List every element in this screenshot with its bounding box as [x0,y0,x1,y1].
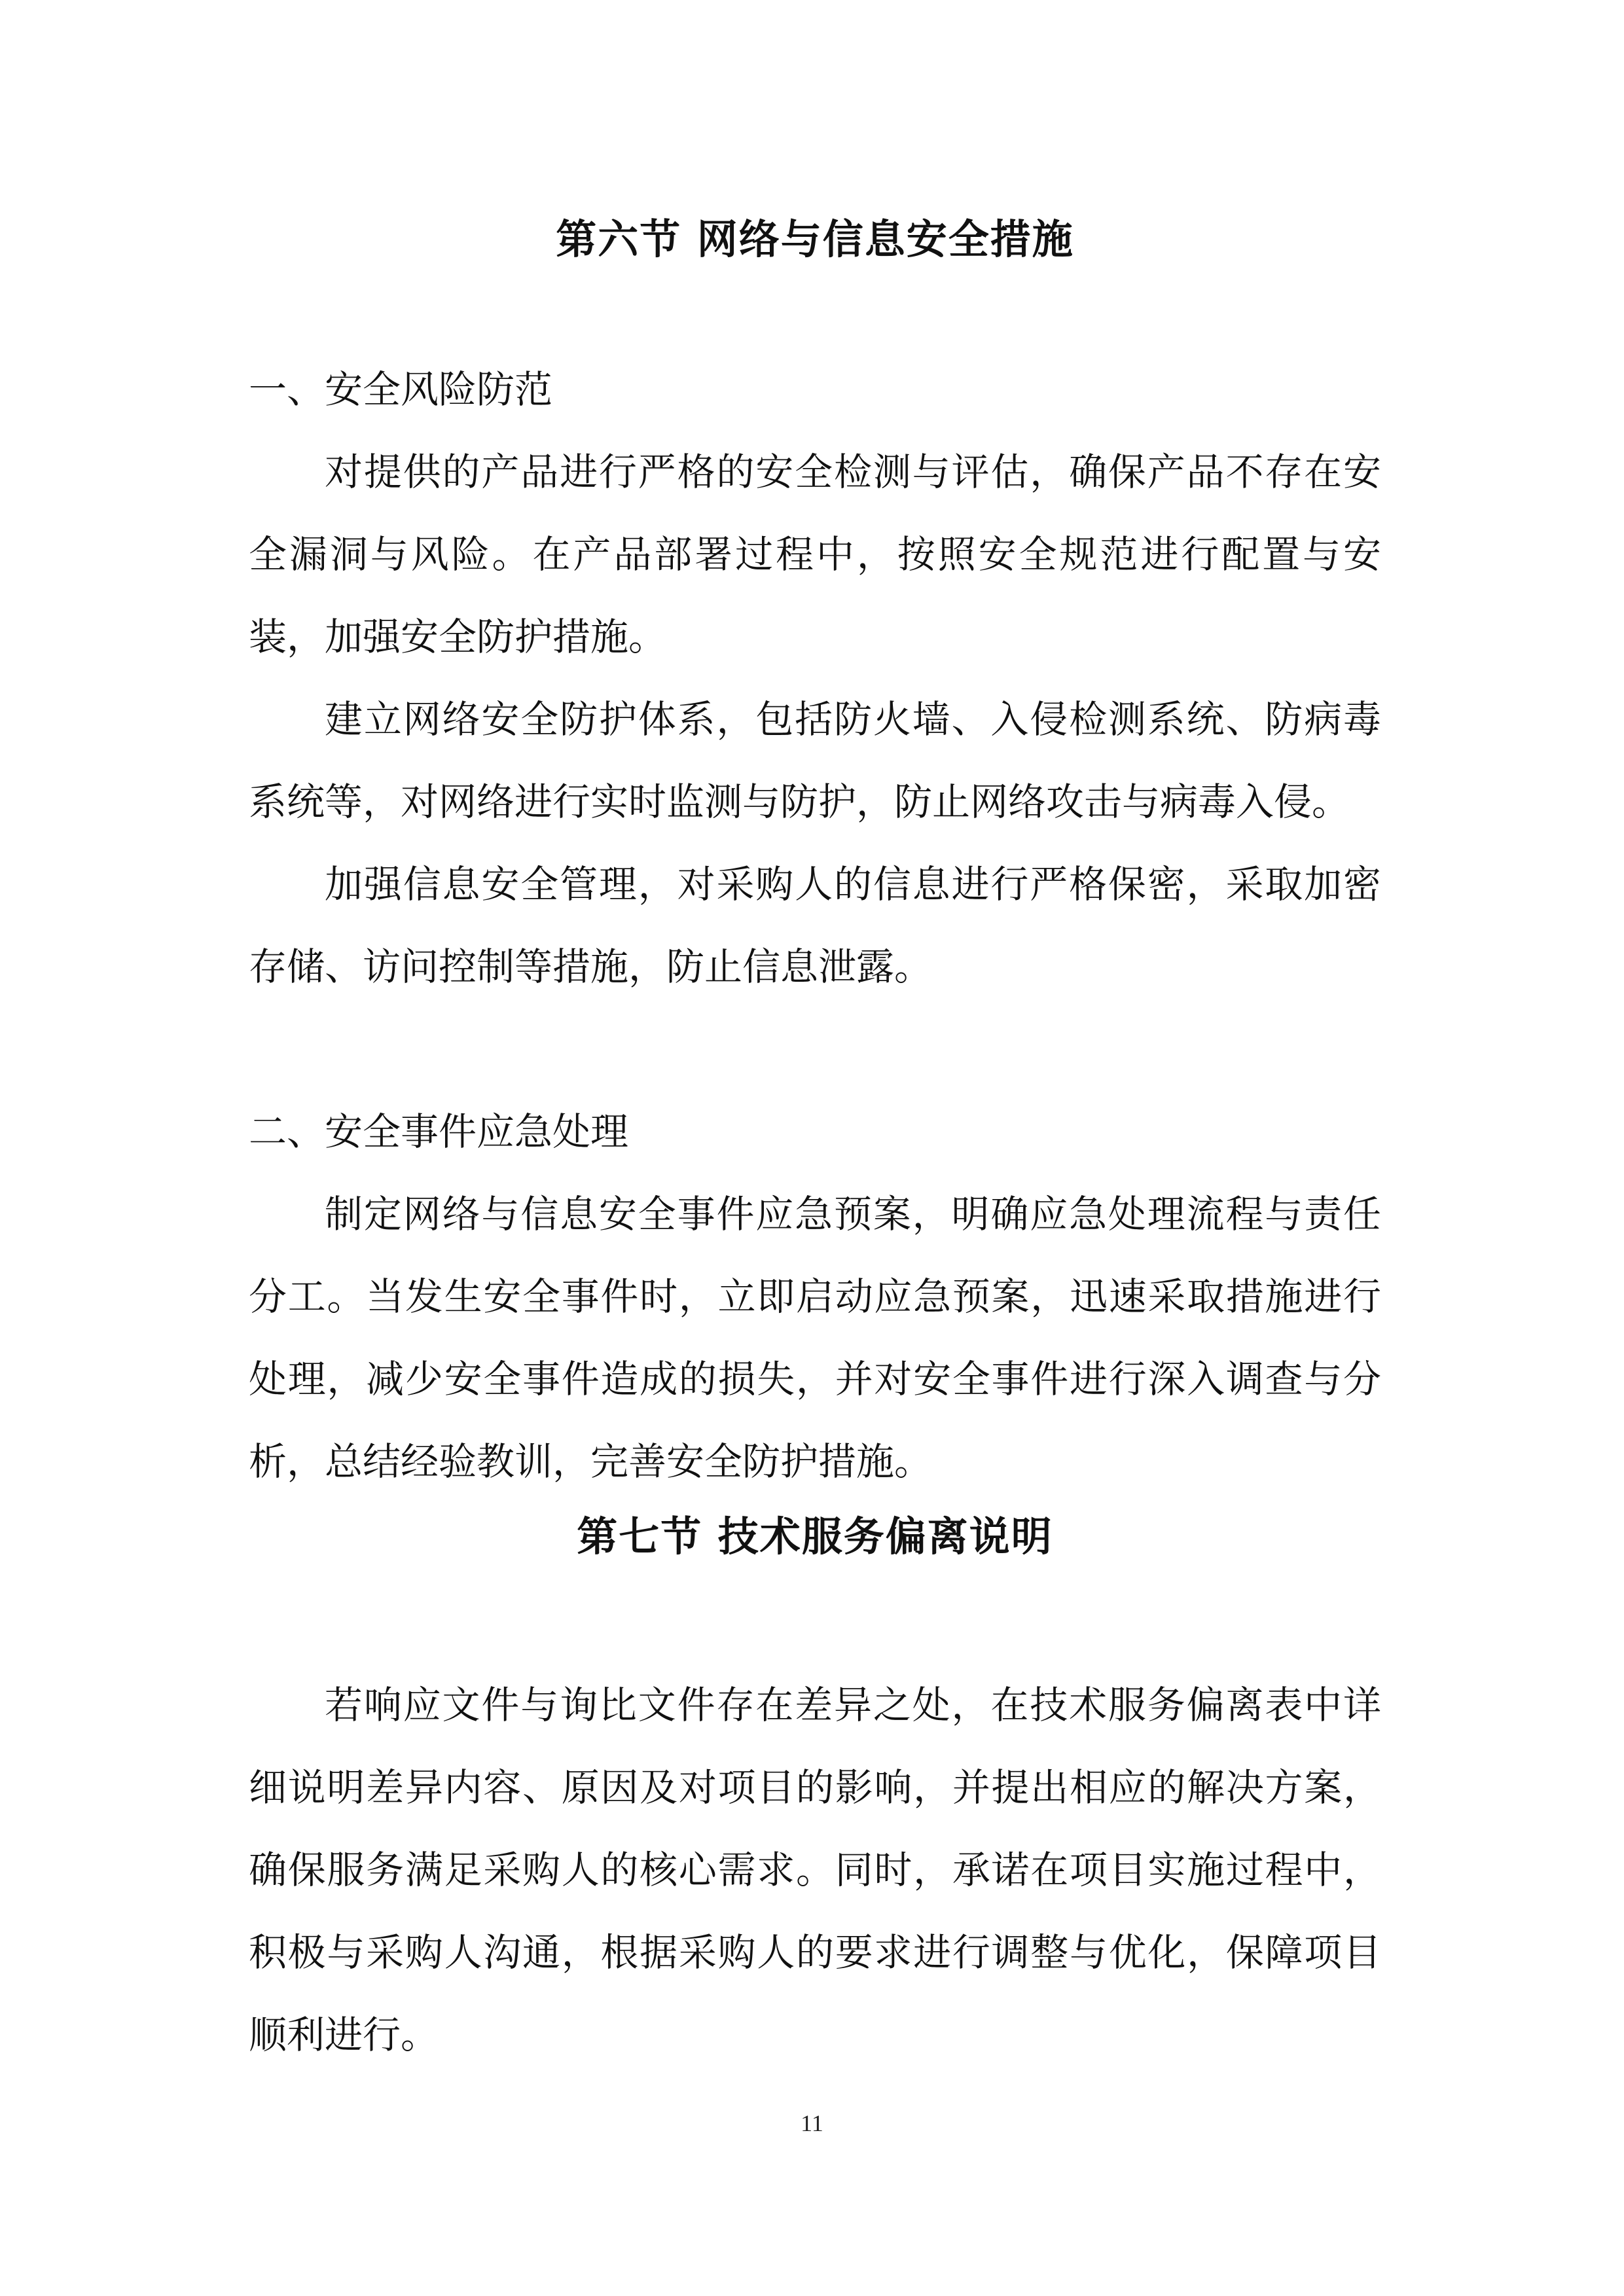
section-7-title: 第七节 技术服务偏离说明 [577,1513,1053,1560]
section-6-part-2-paragraph-1: 制定网络与信息安全事件应急预案，明确应急处理流程与责任分工。当发生安全事件时，立即启动应急预案，迅速采取措施进行处理，减少安全事件造成的损失，并对安全事件进行深入调查与分析，总结经验教训，完善安全防护措施。 [249,1192,1381,1484]
section-6-part-2-heading: 二、安全事件应急处理 [249,1109,629,1154]
section-6-part-1-heading: 一、安全风险防范 [249,367,553,412]
section-6-title: 第六节 网络与信息安全措施 [556,215,1074,263]
section-6-part-1-paragraph-3: 加强信息安全管理，对采购人的信息进行严格保密，采取加密存储、访问控制等措施，防止信息泄露。 [249,862,1381,989]
section-7-paragraph-1: 若响应文件与询比文件存在差异之处，在技术服务偏离表中详细说明差异内容、原因及对项目的影响，并提出相应的解决方案，确保服务满足采购人的核心需求。同时，承诺在项目实施过程中，积极与采购人沟通，根据采购人的要求进行调整与优化，保障项目顺利进行。 [249,1683,1381,2057]
page-content [249,211,1381,2076]
section-6-part-1-paragraph-1: 对提供的产品进行严格的安全检测与评估，确保产品不存在安全漏洞与风险。在产品部署过程中，按照安全规范进行配置与安装，加强安全防护措施。 [249,450,1381,659]
section-6-part-1-paragraph-2: 建立网络安全防护体系，包括防火墙、入侵检测系统、防病毒系统等，对网络进行实时监测与防护，防止网络攻击与病毒入侵。 [249,697,1381,824]
page-number: 11 [801,2110,823,2136]
